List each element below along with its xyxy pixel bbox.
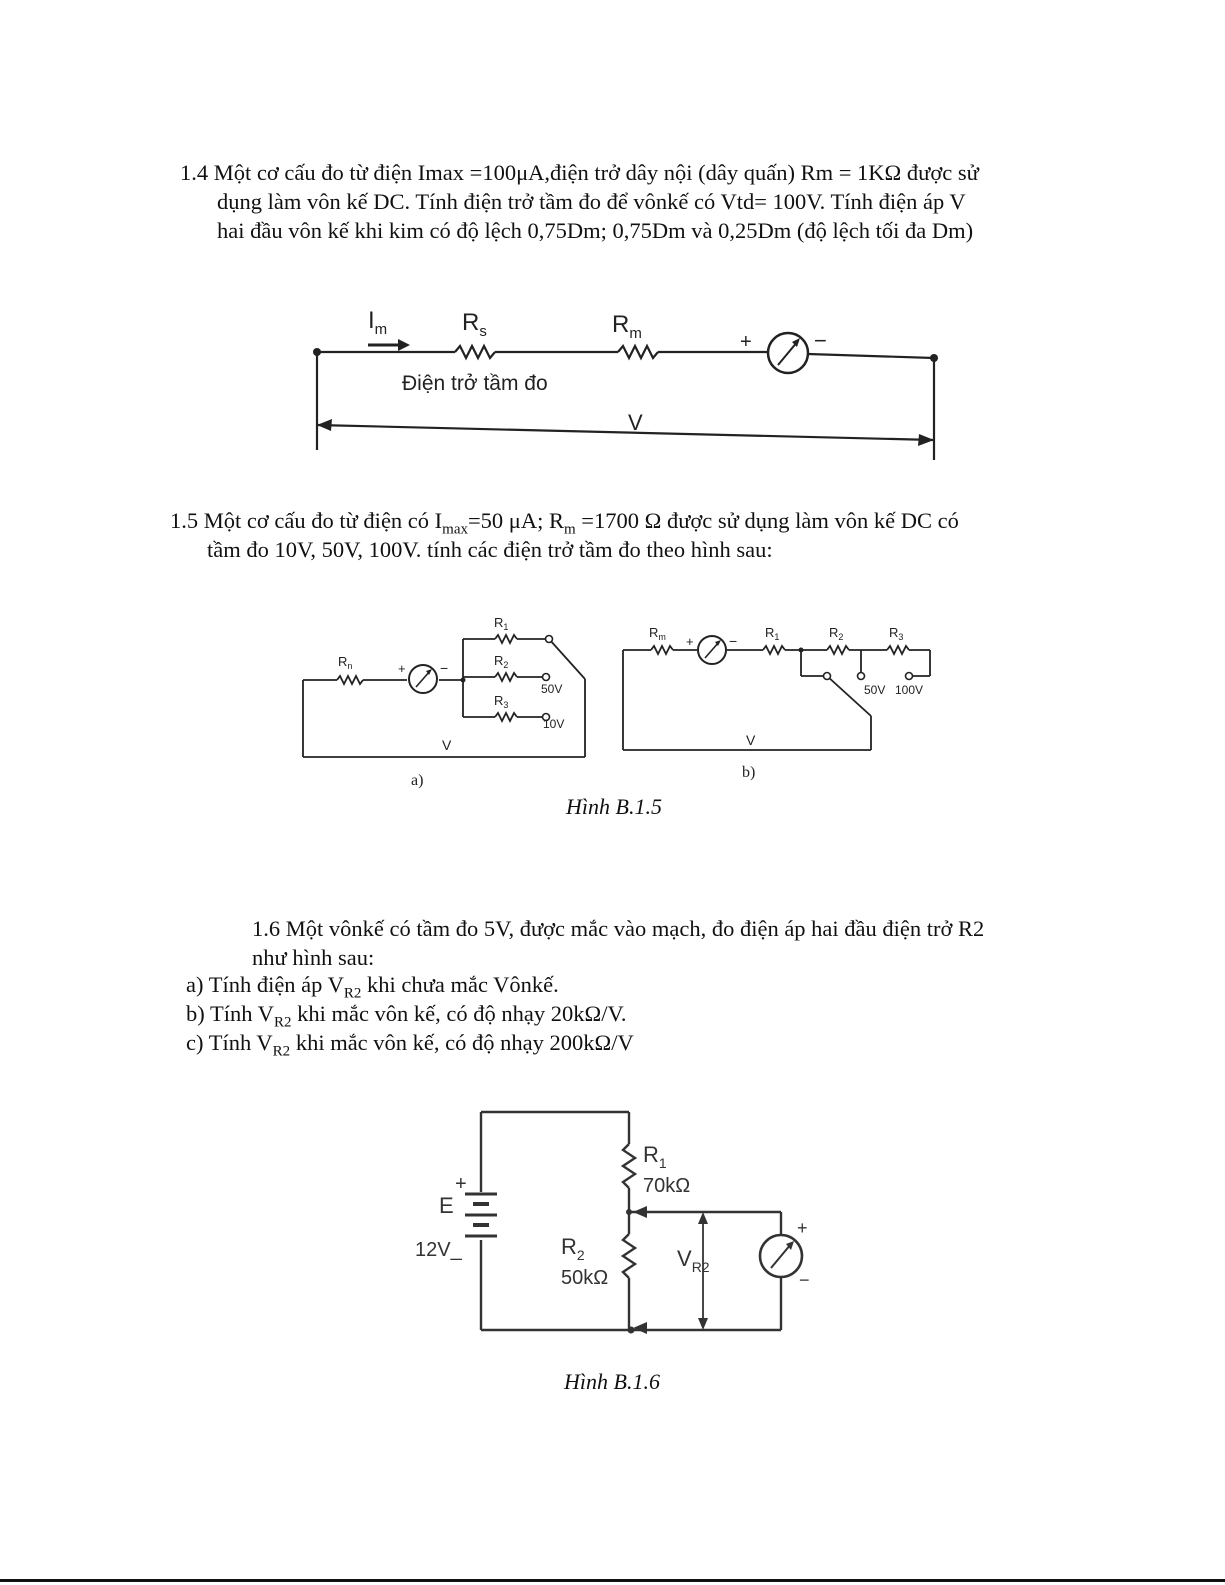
meter-b-minus: − xyxy=(729,633,738,649)
panel-b-label: b) xyxy=(742,764,756,781)
problem-1-6-line-1: 1.6 Một vônkế có tầm đo 5V, được mắc vào mạch, đo điện áp hai đầu điện trở R2 xyxy=(252,916,985,941)
figure-1-5b-circuit xyxy=(615,612,945,792)
battery-e-label: E xyxy=(439,1193,454,1218)
terminal-left-dot xyxy=(313,348,321,356)
r1-6-value: 70kΩ xyxy=(643,1175,691,1197)
problem-1-4-line-2: dụng làm vôn kế DC. Tính điện trở tầm đo để vônkế có Vtd= 100V. Tính điện áp V xyxy=(217,189,966,214)
figure-1-5a-circuit xyxy=(295,605,605,795)
r3-label: $R_3$ xyxy=(494,693,509,710)
meter-minus-label: − xyxy=(814,328,827,353)
battery-plus-label: + xyxy=(455,1173,467,1195)
meter-6-plus: + xyxy=(797,1218,808,1238)
tap-100v-b-label: 100V xyxy=(895,683,924,697)
page-bottom-rule xyxy=(0,1579,1225,1582)
voltmeter-icon xyxy=(760,1235,802,1277)
terminal-right-dot xyxy=(930,354,938,362)
r1-label: $R_1$ xyxy=(494,615,509,632)
meter-plus-label: + xyxy=(740,331,752,353)
current-label: $I_m$ xyxy=(368,307,388,338)
r2-6-value: 50kΩ xyxy=(561,1267,609,1289)
range-resistor-label: Điện trở tầm đo xyxy=(402,372,548,395)
battery-value-label: 12V_ xyxy=(415,1239,462,1261)
galvanometer-a-icon xyxy=(409,665,437,693)
problem-1-6-questions xyxy=(186,970,634,1060)
meter-a-minus: − xyxy=(440,660,449,676)
r1-b-label: $R_1$ xyxy=(765,625,780,642)
problem-1-5-text xyxy=(170,506,959,564)
tap-50v-b-label: 50V xyxy=(864,683,886,697)
tap-50v-label: 50V xyxy=(541,682,563,696)
problem-1-6-intro xyxy=(252,914,984,972)
problem-1-5-line-2: tầm đo 10V, 50V, 100V. tính các điện trở tầm đo theo hình sau: xyxy=(207,537,773,562)
question-c: c) Tính $V_{R2}$ khi mắc vôn kế, có độ nhạy 200kΩ/V xyxy=(186,1030,634,1060)
galvanometer-b-icon xyxy=(698,636,726,664)
meter-6-minus: − xyxy=(799,1270,810,1290)
figure-1-5-caption: Hình B.1.5 xyxy=(566,794,662,819)
problem-1-4-line-1: 1.4 Một cơ cấu đo từ điện Imax =100μA,điện trở dây nội (dây quấn) Rm = 1KΩ được sử xyxy=(180,160,979,185)
figure-1-6-circuit xyxy=(405,1100,830,1345)
rm-b-label: $R_m$ xyxy=(649,625,666,642)
current-arrow-icon xyxy=(398,339,410,351)
r1-6-label: $R_1$ xyxy=(643,1142,667,1171)
voltage-b-label: V xyxy=(746,732,756,748)
tap-10v-label: 10V xyxy=(543,717,565,731)
question-b: b) Tính $V_{R2}$ khi mắc vôn kế, có độ nhạy 20kΩ/V. xyxy=(186,1001,627,1031)
battery-icon xyxy=(465,1194,497,1236)
meter-b-plus: + xyxy=(686,634,694,649)
rn-label: $R_n$ xyxy=(338,654,353,671)
r2-6-label: $R_2$ xyxy=(561,1234,585,1263)
problem-1-5-line-1: 1.5 Một cơ cấu đo từ điện có $I_{max}=50$ μA; $R_m =1700$ Ω được sử dụng làm vôn kế DC có xyxy=(170,508,959,538)
galvanometer-icon xyxy=(768,333,808,373)
rs-label: $R_s$ xyxy=(462,309,487,340)
meter-a-plus: + xyxy=(398,661,406,676)
panel-a-label: a) xyxy=(411,772,424,789)
voltage-label: V xyxy=(628,410,643,435)
problem-1-4-line-3: hai đầu vôn kế khi kim có độ lệch 0,75Dm; 0,75Dm và 0,25Dm (độ lệch tối đa Dm) xyxy=(217,218,974,243)
voltage-a-label: V xyxy=(442,737,452,753)
problem-1-6-line-2: như hình sau: xyxy=(252,945,375,970)
r2-b-label: $R_2$ xyxy=(829,625,844,642)
figure-1-6-caption: Hình B.1.6 xyxy=(564,1369,660,1394)
question-a: a) Tính điện áp $V_{R2}$ khi chưa mắc Vônkế. xyxy=(186,972,559,1002)
r2-label: $R_2$ xyxy=(494,653,509,670)
figure-1-4-circuit xyxy=(300,290,950,480)
r3-b-label: $R_3$ xyxy=(889,625,904,642)
vr2-label: $V_{R2}$ xyxy=(677,1246,710,1275)
problem-1-4-text xyxy=(180,158,979,245)
rm-label: $R_m$ xyxy=(612,311,642,342)
